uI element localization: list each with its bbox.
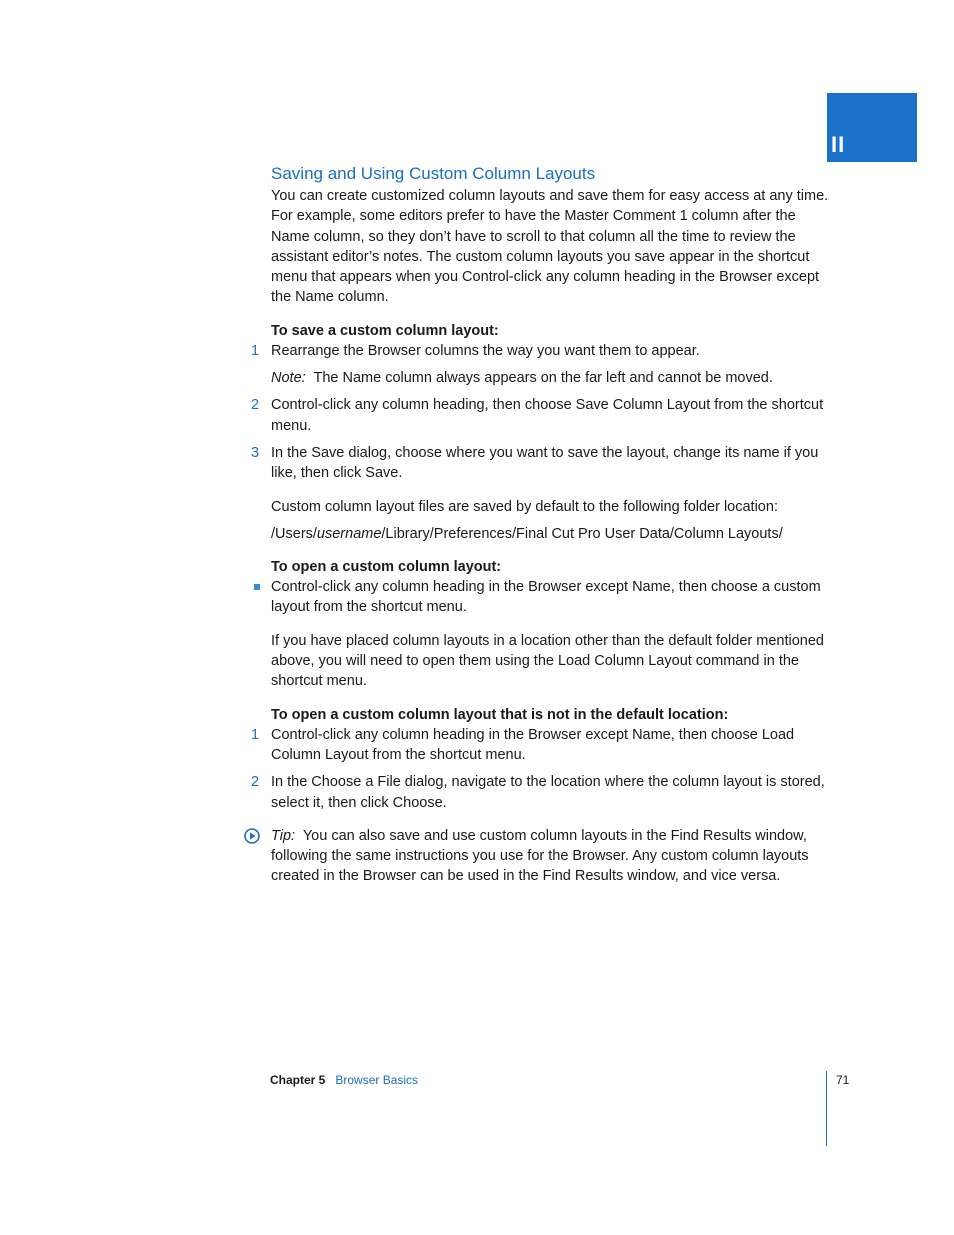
tip-label: Tip: — [271, 827, 296, 844]
page-footer — [270, 1072, 418, 1088]
footer-chapter-title: Browser Basics — [335, 1073, 419, 1087]
open-other-step-2 — [251, 772, 831, 813]
step-number: 2 — [251, 774, 260, 791]
section-title: Saving and Using Custom Column Layouts — [271, 164, 596, 183]
step-number: 1 — [251, 342, 260, 359]
bullet-text: Control-click any column heading in the Browser except Name, then choose a custom layout from the shortcut menu. — [271, 579, 821, 616]
path-user: username — [316, 525, 382, 542]
path-prefix: /Users/ — [271, 525, 317, 542]
note — [271, 368, 831, 388]
open-bullet — [271, 577, 831, 618]
tip-arrow-icon — [244, 828, 260, 844]
step-text: Control-click any column heading in the Browser except Name, then choose Load Column Layout from the shortcut menu. — [271, 726, 795, 763]
open-paragraph: If you have placed column layouts in a location other than the default folder mentioned above, you will need to open them using the Load Column Layout command in the shortcut menu. — [271, 632, 824, 690]
note-label: Note: — [271, 370, 306, 387]
save-task-heading: To save a custom column layout: — [271, 322, 499, 339]
location-paragraph: Custom column layout files are saved by default to the following folder location: — [271, 498, 778, 515]
save-step-3 — [251, 443, 831, 484]
step-text: In the Choose a File dialog, navigate to the location where the column layout is stored, select it, then click Choose. — [271, 774, 825, 811]
part-tab-label: II — [831, 132, 846, 157]
step-text: Rearrange the Browser columns the way you want them to appear. — [271, 342, 700, 359]
tip — [271, 826, 831, 887]
footer-chapter: Chapter 5 — [270, 1073, 326, 1087]
main-content — [251, 162, 831, 887]
open-other-step-1 — [251, 725, 831, 766]
note-text: The Name column always appears on the far left and cannot be moved. — [313, 370, 773, 387]
bullet-icon — [254, 584, 260, 590]
page-number: 71 — [836, 1073, 850, 1087]
step-number: 2 — [251, 397, 260, 414]
step-number: 3 — [251, 444, 260, 461]
save-step-2 — [251, 395, 831, 436]
path-suffix: /Library/Preferences/Final Cut Pro User Data/Column Layouts/ — [381, 525, 783, 542]
step-text: Control-click any column heading, then choose Save Column Layout from the shortcut menu. — [271, 397, 824, 434]
folder-path — [271, 524, 831, 544]
step-text: In the Save dialog, choose where you want to save the layout, change its name if you like, then click Save. — [271, 444, 819, 482]
tip-text: You can also save and use custom column layouts in the Find Results window, following the same instructions you use for the Browser. Any custom column layouts created in the Browser can be used in the Find Results window, and vice versa. — [271, 827, 809, 885]
intro-paragraph: You can create customized column layouts and save them for easy access at any time. For example, some editors prefer to have the Master Comment 1 column after the Name column, so they don’t have to scroll to that column all the time to review the assistant editor’s notes. The custom column layouts you save appear in the shortcut menu that appears when you Control-click any column heading in the Browser except the Name column. — [271, 188, 829, 306]
save-step-1 — [251, 341, 831, 361]
open-other-heading: To open a custom column layout that is not in the default location: — [271, 706, 729, 723]
footer-divider — [826, 1071, 827, 1146]
open-task-heading: To open a custom column layout: — [271, 559, 502, 576]
part-tab — [827, 93, 917, 162]
step-number: 1 — [251, 726, 260, 743]
